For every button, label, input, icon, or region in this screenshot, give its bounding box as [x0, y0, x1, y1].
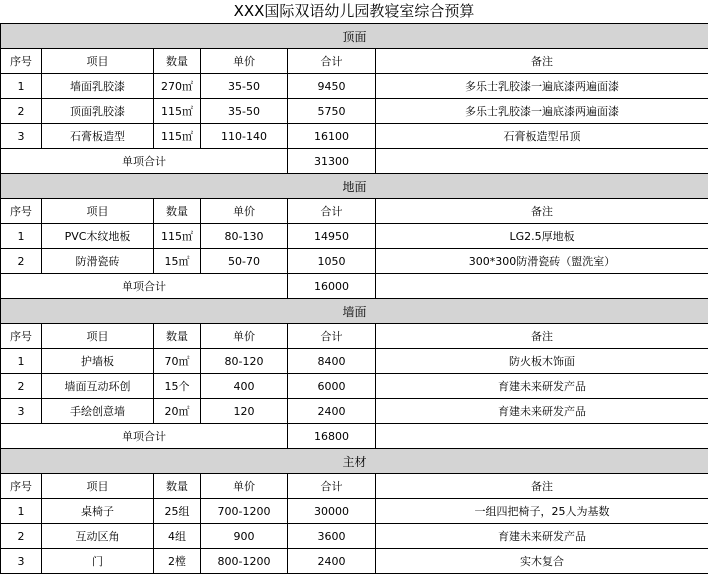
- cell-total: 5750: [288, 99, 376, 124]
- section-title: 顶面: [1, 24, 708, 49]
- cell-unit-price: 35-50: [201, 99, 288, 124]
- subtotal-value: 31300: [288, 149, 376, 174]
- column-header: 备注: [376, 49, 708, 74]
- subtotal-row: [1, 149, 708, 174]
- cell-item: 顶面乳胶漆: [42, 99, 154, 124]
- column-header: 合计: [288, 324, 376, 349]
- cell-unit-price: 900: [201, 524, 288, 549]
- section-title: 地面: [1, 174, 708, 199]
- section-row: [1, 299, 708, 324]
- subtotal-row: [1, 424, 708, 449]
- section-title: 主材: [1, 449, 708, 474]
- cell-unit-price: 80-120: [201, 349, 288, 374]
- column-header: 备注: [376, 199, 708, 224]
- table-row: [1, 399, 708, 424]
- column-header: 单价: [201, 49, 288, 74]
- subtotal-remark: [376, 149, 708, 174]
- cell-item: 门: [42, 549, 154, 574]
- cell-total: 2400: [288, 549, 376, 574]
- cell-remark: 300*300防滑瓷砖（盥洗室）: [376, 249, 708, 274]
- cell-index: 1: [1, 74, 42, 99]
- cell-remark: 育建未来研发产品: [376, 374, 708, 399]
- subtotal-remark: [376, 274, 708, 299]
- cell-remark: 多乐士乳胶漆一遍底漆两遍面漆: [376, 99, 708, 124]
- cell-remark: 多乐士乳胶漆一遍底漆两遍面漆: [376, 74, 708, 99]
- cell-remark: 实木复合: [376, 549, 708, 574]
- cell-remark: 石膏板造型吊顶: [376, 124, 708, 149]
- column-header: 合计: [288, 474, 376, 499]
- cell-remark: 育建未来研发产品: [376, 399, 708, 424]
- table-row: [1, 124, 708, 149]
- cell-item: 桌椅子: [42, 499, 154, 524]
- cell-quantity: 2樘: [154, 549, 201, 574]
- cell-remark: 一组四把椅子，25人为基数: [376, 499, 708, 524]
- cell-item: 互动区角: [42, 524, 154, 549]
- column-header: 项目: [42, 324, 154, 349]
- subtotal-label: 单项合计: [1, 274, 288, 299]
- cell-total: 14950: [288, 224, 376, 249]
- cell-index: 3: [1, 124, 42, 149]
- column-header: 数量: [154, 49, 201, 74]
- cell-item: 墙面乳胶漆: [42, 74, 154, 99]
- column-header: 备注: [376, 324, 708, 349]
- cell-item: 石膏板造型: [42, 124, 154, 149]
- cell-item: 护墙板: [42, 349, 154, 374]
- column-header: 序号: [1, 199, 42, 224]
- subtotal-row: [1, 274, 708, 299]
- column-header: 合计: [288, 49, 376, 74]
- table-row: [1, 74, 708, 99]
- cell-item: 墙面互动环创: [42, 374, 154, 399]
- cell-unit-price: 120: [201, 399, 288, 424]
- cell-item: 防滑瓷砖: [42, 249, 154, 274]
- cell-total: 3600: [288, 524, 376, 549]
- cell-index: 1: [1, 349, 42, 374]
- cell-total: 9450: [288, 74, 376, 99]
- section-row: [1, 24, 708, 49]
- column-header-row: [1, 324, 708, 349]
- cell-total: 16100: [288, 124, 376, 149]
- column-header: 序号: [1, 324, 42, 349]
- column-header: 数量: [154, 474, 201, 499]
- budget-table: [0, 23, 708, 574]
- column-header: 单价: [201, 324, 288, 349]
- cell-quantity: 115㎡: [154, 124, 201, 149]
- column-header: 数量: [154, 324, 201, 349]
- cell-remark: 育建未来研发产品: [376, 524, 708, 549]
- cell-total: 30000: [288, 499, 376, 524]
- column-header-row: [1, 199, 708, 224]
- cell-remark: LG2.5厚地板: [376, 224, 708, 249]
- table-row: [1, 99, 708, 124]
- section-row: [1, 449, 708, 474]
- cell-quantity: 25组: [154, 499, 201, 524]
- section-title: 墙面: [1, 299, 708, 324]
- subtotal-label: 单项合计: [1, 149, 288, 174]
- column-header: 单价: [201, 474, 288, 499]
- table-row: [1, 549, 708, 574]
- table-row: [1, 349, 708, 374]
- table-row: [1, 374, 708, 399]
- table-row: [1, 524, 708, 549]
- cell-index: 2: [1, 99, 42, 124]
- table-row: [1, 249, 708, 274]
- cell-item: 手绘创意墙: [42, 399, 154, 424]
- cell-index: 1: [1, 499, 42, 524]
- column-header: 序号: [1, 474, 42, 499]
- column-header: 项目: [42, 474, 154, 499]
- cell-index: 2: [1, 524, 42, 549]
- cell-unit-price: 80-130: [201, 224, 288, 249]
- column-header: 序号: [1, 49, 42, 74]
- column-header: 单价: [201, 199, 288, 224]
- cell-index: 1: [1, 224, 42, 249]
- column-header: 项目: [42, 199, 154, 224]
- sheet-title: XXX国际双语幼儿园教寝室综合预算: [233, 2, 475, 20]
- cell-unit-price: 700-1200: [201, 499, 288, 524]
- cell-quantity: 4组: [154, 524, 201, 549]
- cell-total: 6000: [288, 374, 376, 399]
- section-row: [1, 174, 708, 199]
- cell-quantity: 70㎡: [154, 349, 201, 374]
- subtotal-value: 16800: [288, 424, 376, 449]
- cell-total: 1050: [288, 249, 376, 274]
- column-header: 数量: [154, 199, 201, 224]
- cell-unit-price: 50-70: [201, 249, 288, 274]
- subtotal-label: 单项合计: [1, 424, 288, 449]
- cell-quantity: 15个: [154, 374, 201, 399]
- cell-index: 2: [1, 249, 42, 274]
- cell-quantity: 270㎡: [154, 74, 201, 99]
- cell-quantity: 115㎡: [154, 99, 201, 124]
- cell-index: 3: [1, 399, 42, 424]
- column-header-row: [1, 49, 708, 74]
- cell-unit-price: 800-1200: [201, 549, 288, 574]
- cell-index: 2: [1, 374, 42, 399]
- cell-unit-price: 110-140: [201, 124, 288, 149]
- cell-total: 8400: [288, 349, 376, 374]
- cell-quantity: 20㎡: [154, 399, 201, 424]
- column-header-row: [1, 474, 708, 499]
- cell-quantity: 115㎡: [154, 224, 201, 249]
- column-header: 项目: [42, 49, 154, 74]
- cell-item: PVC木纹地板: [42, 224, 154, 249]
- column-header: 合计: [288, 199, 376, 224]
- cell-unit-price: 35-50: [201, 74, 288, 99]
- cell-remark: 防火板木饰面: [376, 349, 708, 374]
- subtotal-value: 16000: [288, 274, 376, 299]
- table-row: [1, 224, 708, 249]
- cell-unit-price: 400: [201, 374, 288, 399]
- budget-table-body: [1, 24, 708, 574]
- column-header: 备注: [376, 474, 708, 499]
- table-row: [1, 499, 708, 524]
- cell-total: 2400: [288, 399, 376, 424]
- subtotal-remark: [376, 424, 708, 449]
- cell-index: 3: [1, 549, 42, 574]
- cell-quantity: 15㎡: [154, 249, 201, 274]
